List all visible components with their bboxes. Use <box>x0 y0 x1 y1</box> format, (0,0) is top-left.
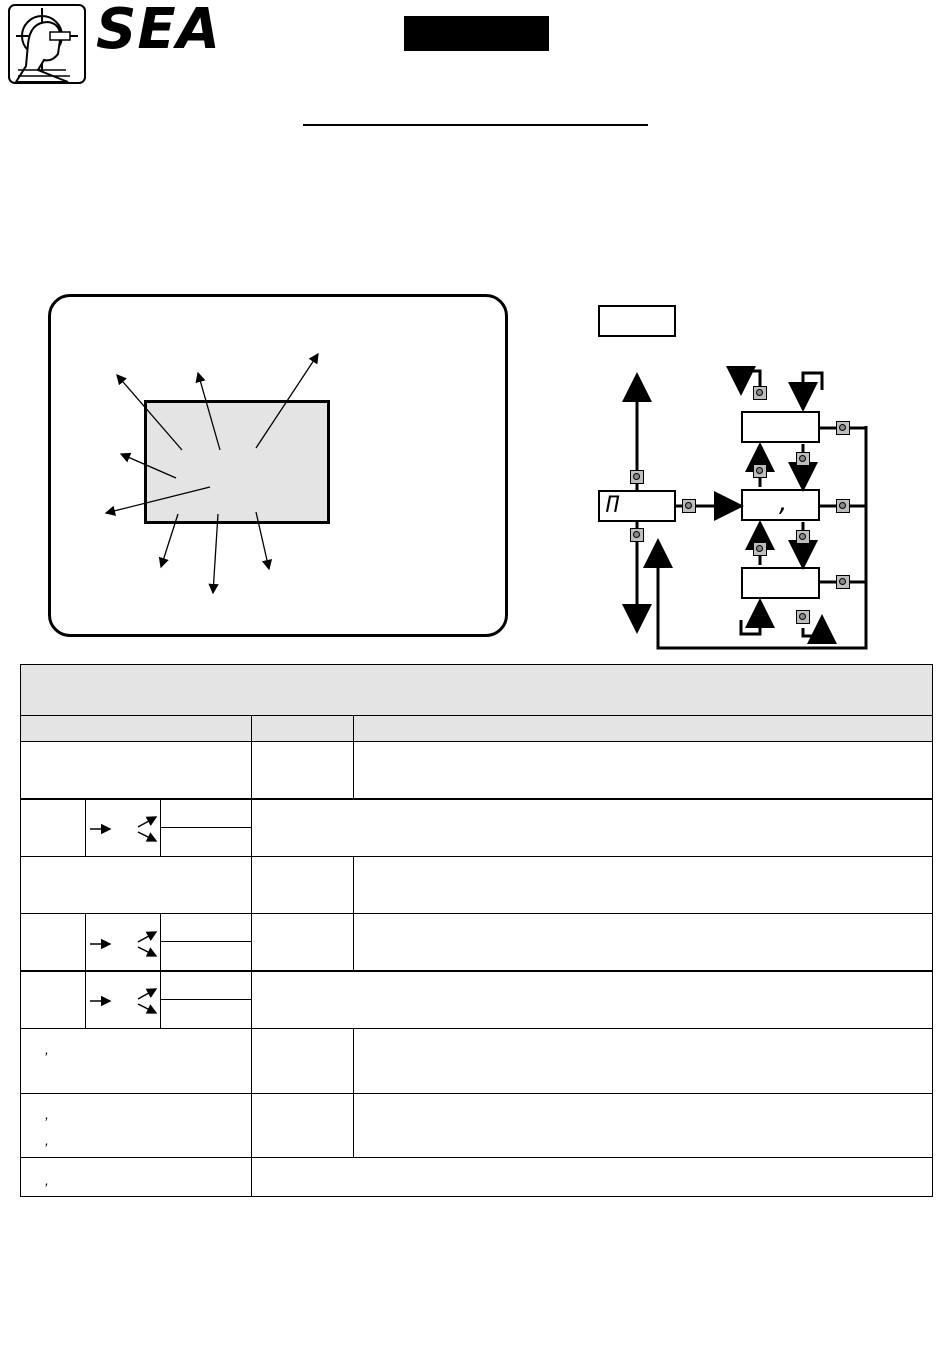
table-cell <box>160 799 252 828</box>
table-title-row <box>20 664 933 716</box>
table-cell <box>251 913 354 971</box>
table-row <box>20 856 252 914</box>
table-cell <box>251 1157 933 1197</box>
table-cell <box>251 741 354 799</box>
display-middle-value: , <box>776 492 791 517</box>
table-cell <box>160 971 252 1000</box>
button-bottom[interactable] <box>796 610 810 624</box>
segment-mark: , <box>45 1172 49 1188</box>
table-row <box>20 1157 252 1197</box>
table-row <box>20 971 86 1029</box>
branch-icon-cell <box>85 913 161 971</box>
table-cell <box>353 1093 933 1158</box>
branch-icon-cell <box>85 971 161 1029</box>
table-cell <box>251 856 354 914</box>
table-row <box>20 913 86 971</box>
display-main-value: Π <box>606 493 620 518</box>
button-middle-right[interactable] <box>836 499 850 513</box>
brand-wordmark: SEA <box>96 0 221 62</box>
table-cell <box>353 1028 933 1094</box>
table-cell <box>353 856 933 914</box>
segment-mark: , <box>45 1106 49 1122</box>
table-cell <box>251 799 933 857</box>
table-cell <box>160 827 252 857</box>
button-middle-down[interactable] <box>796 530 810 544</box>
table-row <box>20 741 252 799</box>
button-lower-up[interactable] <box>753 542 767 556</box>
table-row <box>20 1093 252 1158</box>
button-upper-down[interactable] <box>796 452 810 466</box>
segment-mark: , <box>45 1041 49 1057</box>
table-cell <box>251 1028 354 1094</box>
button-down-main[interactable] <box>630 528 644 542</box>
button-top-left[interactable] <box>753 386 767 400</box>
branch-icon-cell <box>85 799 161 857</box>
table-cell <box>353 913 933 971</box>
segment-mark: , <box>45 1132 49 1148</box>
button-enter-main[interactable] <box>682 499 696 513</box>
table-header-col1 <box>20 715 252 742</box>
table-cell <box>251 971 933 1029</box>
table-row <box>20 799 86 857</box>
table-row <box>20 1028 252 1094</box>
table-header-col3 <box>353 715 933 742</box>
table-header-col2 <box>251 715 354 742</box>
table-cell <box>251 1093 354 1158</box>
button-middle-up[interactable] <box>753 464 767 478</box>
table-cell <box>160 941 252 971</box>
button-upper-right[interactable] <box>836 421 850 435</box>
table-cell <box>160 999 252 1029</box>
button-up-main[interactable] <box>630 470 644 484</box>
button-lower-right[interactable] <box>836 575 850 589</box>
table-cell <box>353 741 933 799</box>
table-cell <box>160 913 252 942</box>
